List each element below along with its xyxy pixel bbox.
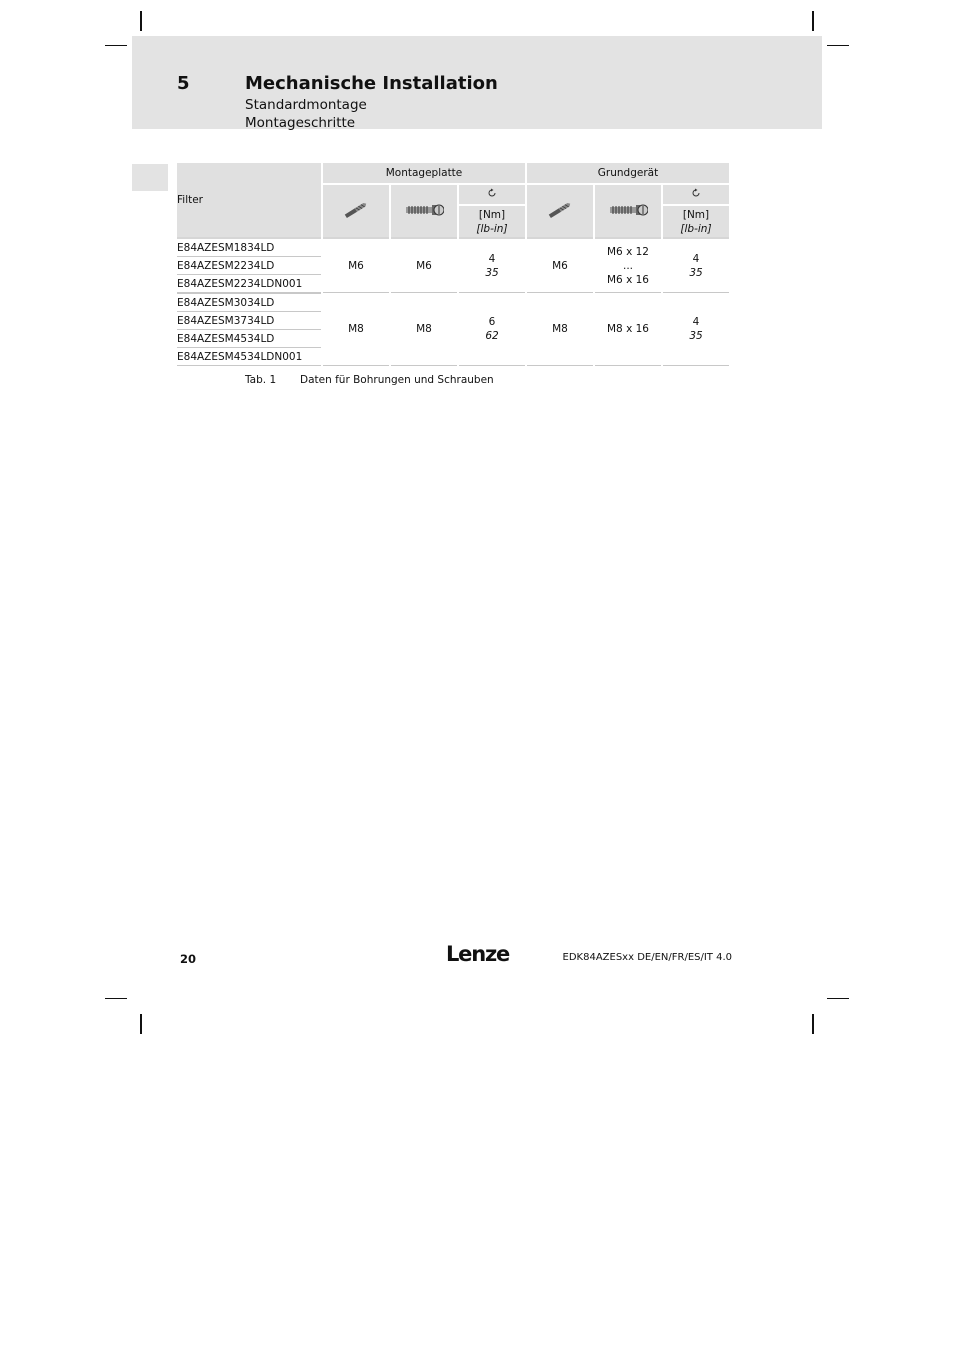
unit-nm: [Nm] (682, 208, 710, 221)
side-tab (132, 164, 168, 191)
mp-screw-value: M6 (391, 237, 457, 293)
crop-mark (812, 11, 814, 31)
group-header-grundgeraet: Grundgerät (527, 163, 729, 183)
crop-mark (105, 45, 127, 46)
crop-mark (140, 1014, 142, 1034)
group-header-montageplatte: Montageplatte (323, 163, 525, 183)
unit-lbin: [lb-in] (680, 222, 712, 235)
unit-nm: [Nm] (478, 208, 506, 221)
gg-screw-value (595, 237, 661, 293)
gg-torque-value (663, 237, 729, 293)
filter-name: E84AZESM4534LD (177, 330, 321, 348)
drill-bit-icon (527, 183, 593, 237)
filter-name: E84AZESM3034LD (177, 293, 321, 312)
screw-data-table (175, 163, 731, 366)
mp-torque-value (459, 293, 525, 366)
unit-lbin: [lb-in] (476, 222, 508, 235)
torque-nm: 4 (488, 252, 496, 265)
crop-mark (812, 1014, 814, 1034)
torque-lbin: 35 (689, 266, 703, 279)
torque-nm: 4 (692, 252, 700, 265)
crop-mark (827, 45, 849, 46)
drill-bit-icon (323, 183, 389, 237)
torque-lbin: 35 (485, 266, 499, 279)
filter-name: E84AZESM2234LD (177, 257, 321, 275)
document-id: EDK84AZESxx DE/EN/FR/ES/IT 4.0 (562, 952, 732, 963)
torque-nm: 6 (488, 316, 496, 328)
screw-icon (595, 183, 661, 237)
section-title: Standardmontage (245, 97, 367, 113)
mp-torque-value (459, 237, 525, 293)
filter-name: E84AZESM4534LDN001 (177, 348, 321, 366)
mp-drill-value: M8 (323, 293, 389, 366)
torque-lbin: 35 (689, 330, 703, 342)
crop-mark (105, 998, 127, 999)
torque-unit-cell (663, 204, 729, 237)
screw-range-end: M6 x 16 (607, 273, 649, 286)
torque-icon (663, 183, 729, 204)
mp-screw-value: M8 (391, 293, 457, 366)
filter-name: E84AZESM2234LDN001 (177, 275, 321, 293)
crop-mark (827, 998, 849, 999)
lenze-logo: Lenze (446, 942, 510, 966)
gg-screw-value: M8 x 16 (595, 293, 661, 366)
filter-name: E84AZESM3734LD (177, 312, 321, 330)
torque-nm: 4 (692, 316, 700, 328)
gg-drill-value: M6 (527, 237, 593, 293)
table-caption-text: Daten für Bohrungen und Schrauben (300, 374, 494, 386)
filter-name: E84AZESM1834LD (177, 237, 321, 257)
subsection-title: Montageschritte (245, 115, 356, 131)
table-caption-label: Tab. 1 (245, 374, 277, 386)
gg-torque-value (663, 293, 729, 366)
torque-icon (459, 183, 525, 204)
screw-range-dots: ... (622, 259, 633, 272)
gg-drill-value: M8 (527, 293, 593, 366)
page-number: 20 (180, 952, 197, 966)
chapter-number: 5 (177, 73, 190, 94)
torque-lbin: 62 (485, 330, 499, 342)
screw-icon (391, 183, 457, 237)
filter-header: Filter (177, 163, 321, 237)
torque-unit-cell (459, 204, 525, 237)
crop-mark (140, 11, 142, 31)
chapter-title: Mechanische Installation (245, 73, 498, 94)
screw-range-start: M6 x 12 (607, 245, 649, 258)
mp-drill-value: M6 (323, 237, 389, 293)
